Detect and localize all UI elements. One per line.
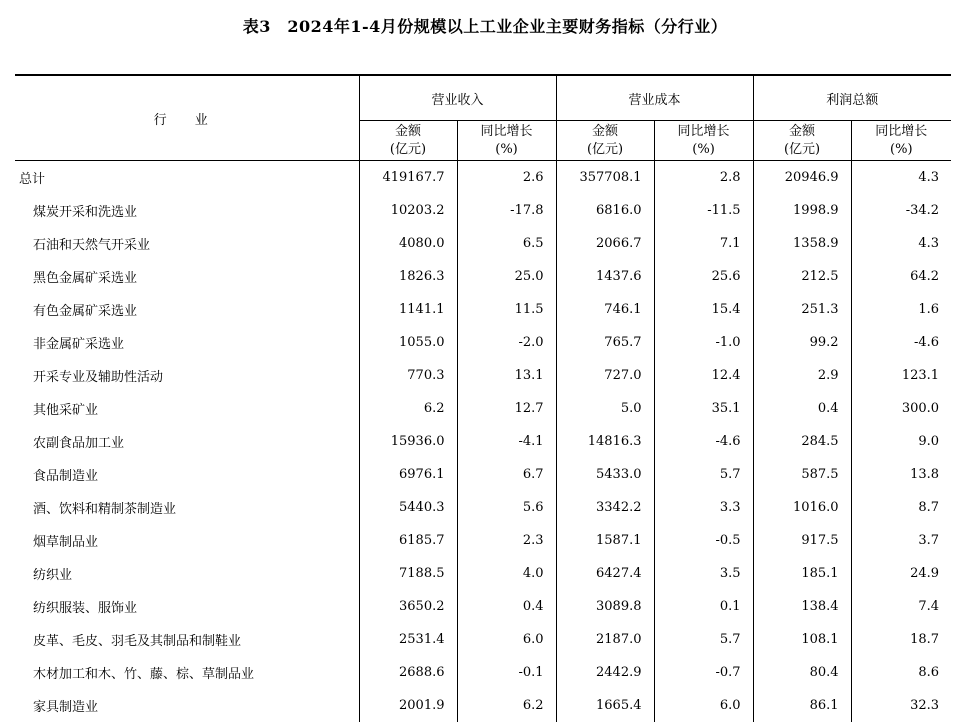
revenue-amount: 1055.0 <box>359 326 457 359</box>
cost-growth: -11.5 <box>654 194 753 227</box>
page-title: 表3 2024年1-4月份规模以上工业企业主要财务指标（分行业） <box>242 17 728 36</box>
cost-growth: 2.8 <box>654 161 753 195</box>
industry-name: 家具制造业 <box>15 689 359 722</box>
profit-growth: 300.0 <box>901 401 940 416</box>
cost-growth: 15.4 <box>654 293 753 326</box>
table-row <box>15 425 951 458</box>
revenue-growth: 6.0 <box>457 623 556 656</box>
table-row <box>15 458 951 491</box>
industry-header: 行 业 <box>15 75 359 161</box>
industry-name: 开采专业及辅助性活动 <box>15 359 359 392</box>
cost-amount: 2442.9 <box>556 656 654 689</box>
revenue-growth: -17.8 <box>457 194 556 227</box>
cost-growth: 6.0 <box>654 689 753 722</box>
cost-growth: -1.0 <box>654 326 753 359</box>
revenue-growth: -2.0 <box>457 326 556 359</box>
cost-amount: 3342.2 <box>556 491 654 524</box>
revenue-growth: 13.1 <box>457 359 556 392</box>
industry-name: 石油和天然气开采业 <box>15 227 359 260</box>
profit-growth: 1.6 <box>918 302 940 317</box>
cost-growth: 7.1 <box>654 227 753 260</box>
cost-header: 营业成本 <box>556 75 753 121</box>
cost-amount-header: 金额 (亿元) <box>556 121 654 161</box>
profit-amount: 80.4 <box>753 656 851 689</box>
cost-growth: 3.3 <box>654 491 753 524</box>
revenue-growth: 25.0 <box>457 260 556 293</box>
profit-growth: -34.2 <box>905 203 940 218</box>
revenue-amount: 5440.3 <box>359 491 457 524</box>
table-row <box>15 392 951 425</box>
profit-growth: 18.7 <box>910 632 940 647</box>
cost-amount: 2187.0 <box>556 623 654 656</box>
table-row <box>15 194 951 227</box>
table-row <box>15 161 951 195</box>
profit-growth: 9.0 <box>918 434 940 449</box>
profit-growth: 8.7 <box>918 500 940 515</box>
profit-amount: 185.1 <box>753 557 851 590</box>
revenue-amount: 4080.0 <box>359 227 457 260</box>
cost-growth: 5.7 <box>654 458 753 491</box>
profit-amount: 86.1 <box>753 689 851 722</box>
profit-amount: 917.5 <box>753 524 851 557</box>
table-row <box>15 656 951 689</box>
cost-growth: 12.4 <box>654 359 753 392</box>
profit-amount: 2.9 <box>753 359 851 392</box>
profit-amount: 251.3 <box>753 293 851 326</box>
table-row <box>15 557 951 590</box>
revenue-growth: 2.3 <box>457 524 556 557</box>
industry-name: 农副食品加工业 <box>15 425 359 458</box>
profit-growth: 7.4 <box>918 599 940 614</box>
profit-amount: 587.5 <box>753 458 851 491</box>
revenue-amount: 6976.1 <box>359 458 457 491</box>
industry-name: 纺织业 <box>15 557 359 590</box>
profit-amount: 0.4 <box>753 392 851 425</box>
revenue-growth: 2.6 <box>457 161 556 195</box>
industry-name: 皮革、毛皮、羽毛及其制品和制鞋业 <box>15 623 359 656</box>
revenue-amount: 770.3 <box>359 359 457 392</box>
cost-amount: 6816.0 <box>556 194 654 227</box>
revenue-amount: 6185.7 <box>359 524 457 557</box>
financial-indicators-table <box>15 74 951 722</box>
profit-amount: 1358.9 <box>753 227 851 260</box>
profit-growth: 64.2 <box>910 269 940 284</box>
cost-amount: 746.1 <box>556 293 654 326</box>
cost-growth: -4.6 <box>654 425 753 458</box>
industry-name: 总计 <box>15 161 359 195</box>
revenue-growth-header: 同比增长 (%) <box>457 121 556 161</box>
revenue-amount: 15936.0 <box>359 425 457 458</box>
industry-name: 有色金属矿采选业 <box>15 293 359 326</box>
cost-growth: -0.5 <box>654 524 753 557</box>
cost-amount: 1587.1 <box>556 524 654 557</box>
revenue-growth: 12.7 <box>457 392 556 425</box>
table-row <box>15 491 951 524</box>
cost-amount: 2066.7 <box>556 227 654 260</box>
cost-amount: 5433.0 <box>556 458 654 491</box>
cost-amount: 6427.4 <box>556 557 654 590</box>
revenue-amount: 419167.7 <box>359 161 457 195</box>
cost-growth-header: 同比增长 (%) <box>654 121 753 161</box>
revenue-growth: 6.7 <box>457 458 556 491</box>
cost-amount: 1665.4 <box>556 689 654 722</box>
revenue-amount-header: 金额 (亿元) <box>359 121 457 161</box>
industry-name: 食品制造业 <box>15 458 359 491</box>
profit-growth: 24.9 <box>910 566 940 581</box>
profit-growth: 8.6 <box>918 665 940 680</box>
cost-growth: 5.7 <box>654 623 753 656</box>
revenue-amount: 1141.1 <box>359 293 457 326</box>
profit-amount: 284.5 <box>753 425 851 458</box>
profit-amount: 212.5 <box>753 260 851 293</box>
profit-amount: 1998.9 <box>753 194 851 227</box>
profit-growth: 32.3 <box>910 698 940 713</box>
profit-amount: 20946.9 <box>753 161 851 195</box>
table-row <box>15 623 951 656</box>
revenue-amount: 1826.3 <box>359 260 457 293</box>
profit-growth: 123.1 <box>901 368 940 383</box>
revenue-amount: 3650.2 <box>359 590 457 623</box>
profit-amount: 1016.0 <box>753 491 851 524</box>
profit-amount: 99.2 <box>753 326 851 359</box>
profit-growth: 4.3 <box>918 236 940 251</box>
profit-growth: 4.3 <box>918 170 940 185</box>
revenue-growth: 6.5 <box>457 227 556 260</box>
revenue-growth: 11.5 <box>457 293 556 326</box>
profit-growth: 3.7 <box>918 533 940 548</box>
table-row <box>15 227 951 260</box>
industry-name: 非金属矿采选业 <box>15 326 359 359</box>
cost-amount: 14816.3 <box>556 425 654 458</box>
table-row <box>15 590 951 623</box>
industry-name: 黑色金属矿采选业 <box>15 260 359 293</box>
revenue-growth: -4.1 <box>457 425 556 458</box>
cost-amount: 727.0 <box>556 359 654 392</box>
table-row <box>15 326 951 359</box>
profit-growth-header: 同比增长 (%) <box>851 121 951 161</box>
revenue-amount: 2001.9 <box>359 689 457 722</box>
table-row <box>15 260 951 293</box>
table-row <box>15 359 951 392</box>
profit-growth: 13.8 <box>910 467 940 482</box>
revenue-amount: 7188.5 <box>359 557 457 590</box>
profit-header: 利润总额 <box>753 75 951 121</box>
cost-amount: 765.7 <box>556 326 654 359</box>
industry-name: 纺织服装、服饰业 <box>15 590 359 623</box>
cost-growth: -0.7 <box>654 656 753 689</box>
revenue-growth: 6.2 <box>457 689 556 722</box>
revenue-amount: 10203.2 <box>359 194 457 227</box>
cost-growth: 35.1 <box>654 392 753 425</box>
revenue-growth: -0.1 <box>457 656 556 689</box>
industry-name: 酒、饮料和精制茶制造业 <box>15 491 359 524</box>
industry-name: 木材加工和木、竹、藤、棕、草制品业 <box>15 656 359 689</box>
industry-name: 其他采矿业 <box>15 392 359 425</box>
industry-name: 煤炭开采和洗选业 <box>15 194 359 227</box>
profit-amount-header: 金额 (亿元) <box>753 121 851 161</box>
revenue-amount: 2531.4 <box>359 623 457 656</box>
industry-name: 烟草制品业 <box>15 524 359 557</box>
revenue-growth: 4.0 <box>457 557 556 590</box>
profit-amount: 108.1 <box>753 623 851 656</box>
cost-growth: 0.1 <box>654 590 753 623</box>
revenue-header: 营业收入 <box>359 75 556 121</box>
profit-amount: 138.4 <box>753 590 851 623</box>
profit-growth: -4.6 <box>913 335 940 350</box>
table-row <box>15 524 951 557</box>
revenue-growth: 5.6 <box>457 491 556 524</box>
cost-amount: 1437.6 <box>556 260 654 293</box>
revenue-amount: 2688.6 <box>359 656 457 689</box>
cost-growth: 3.5 <box>654 557 753 590</box>
revenue-amount: 6.2 <box>359 392 457 425</box>
cost-amount: 3089.8 <box>556 590 654 623</box>
revenue-growth: 0.4 <box>457 590 556 623</box>
cost-amount: 5.0 <box>556 392 654 425</box>
cost-amount: 357708.1 <box>556 161 654 195</box>
table-row <box>15 689 951 722</box>
table-row <box>15 293 951 326</box>
cost-growth: 25.6 <box>654 260 753 293</box>
